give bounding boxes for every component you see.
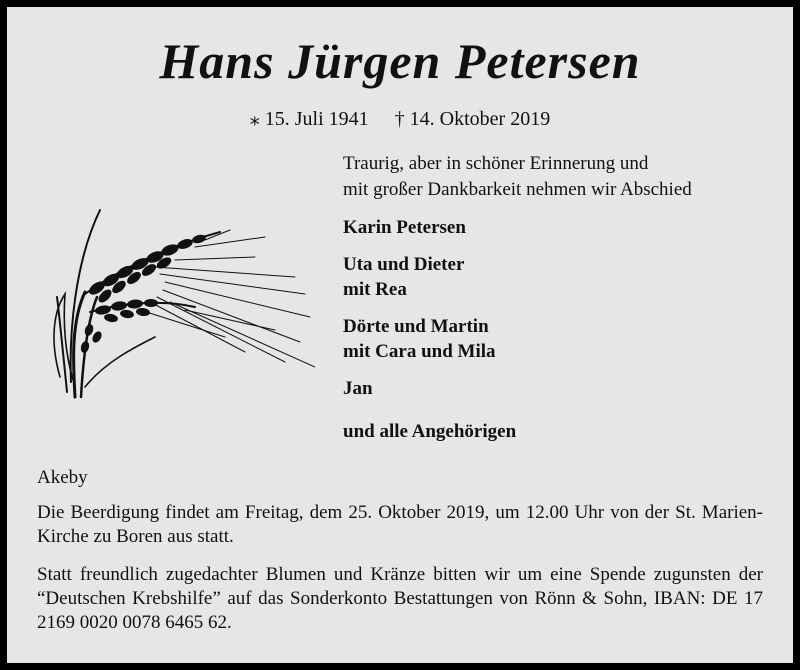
life-dates xyxy=(7,107,793,131)
mourner-name: mit Cara und Mila xyxy=(343,341,496,362)
mourner-group xyxy=(343,252,783,302)
mourner-name: und alle Angehörigen xyxy=(343,421,517,442)
mourner-name: Jan xyxy=(343,378,373,399)
mourner-name: Karin Petersen xyxy=(343,217,466,238)
mourner-name: Dörte und Martin xyxy=(343,316,489,337)
mourner-group xyxy=(343,215,783,240)
place-name: Akeby xyxy=(37,467,88,488)
farewell-line-2: mit großer Dankbarkeit nehmen wir Abschied xyxy=(343,179,692,200)
farewell-text xyxy=(343,151,783,203)
obituary-notice xyxy=(7,7,793,663)
wheat-icon xyxy=(45,202,315,402)
mourner-group xyxy=(343,314,783,364)
farewell-line-1: Traurig, aber in schöner Erinnerung und xyxy=(343,153,649,174)
mourner-group xyxy=(343,419,783,444)
birth-date: ⁎ 15. Juli 1941 xyxy=(249,108,369,130)
funeral-info: Die Beerdigung findet am Freitag, dem 25. Oktober 2019, um 12.00 Uhr von der St. Marien-Kirche zu Boren aus statt. xyxy=(37,502,763,547)
mourner-name: Uta und Dieter xyxy=(343,254,465,275)
mourner-name: mit Rea xyxy=(343,279,407,300)
mourners-block xyxy=(343,151,783,456)
mourner-group xyxy=(343,376,783,401)
deceased-name: Hans Jürgen Petersen xyxy=(159,33,641,89)
death-date: † 14. Oktober 2019 xyxy=(394,108,551,130)
donation-info: Statt freundlich zugedachter Blumen und Kränze bitten wir um eine Spende zugunsten der “Deutschen Krebshilfe” auf das Sonderkonto Bestattungen von Rönn & Sohn, IBAN: DE 17 2169 0020 0078 6465 62. xyxy=(37,564,763,633)
